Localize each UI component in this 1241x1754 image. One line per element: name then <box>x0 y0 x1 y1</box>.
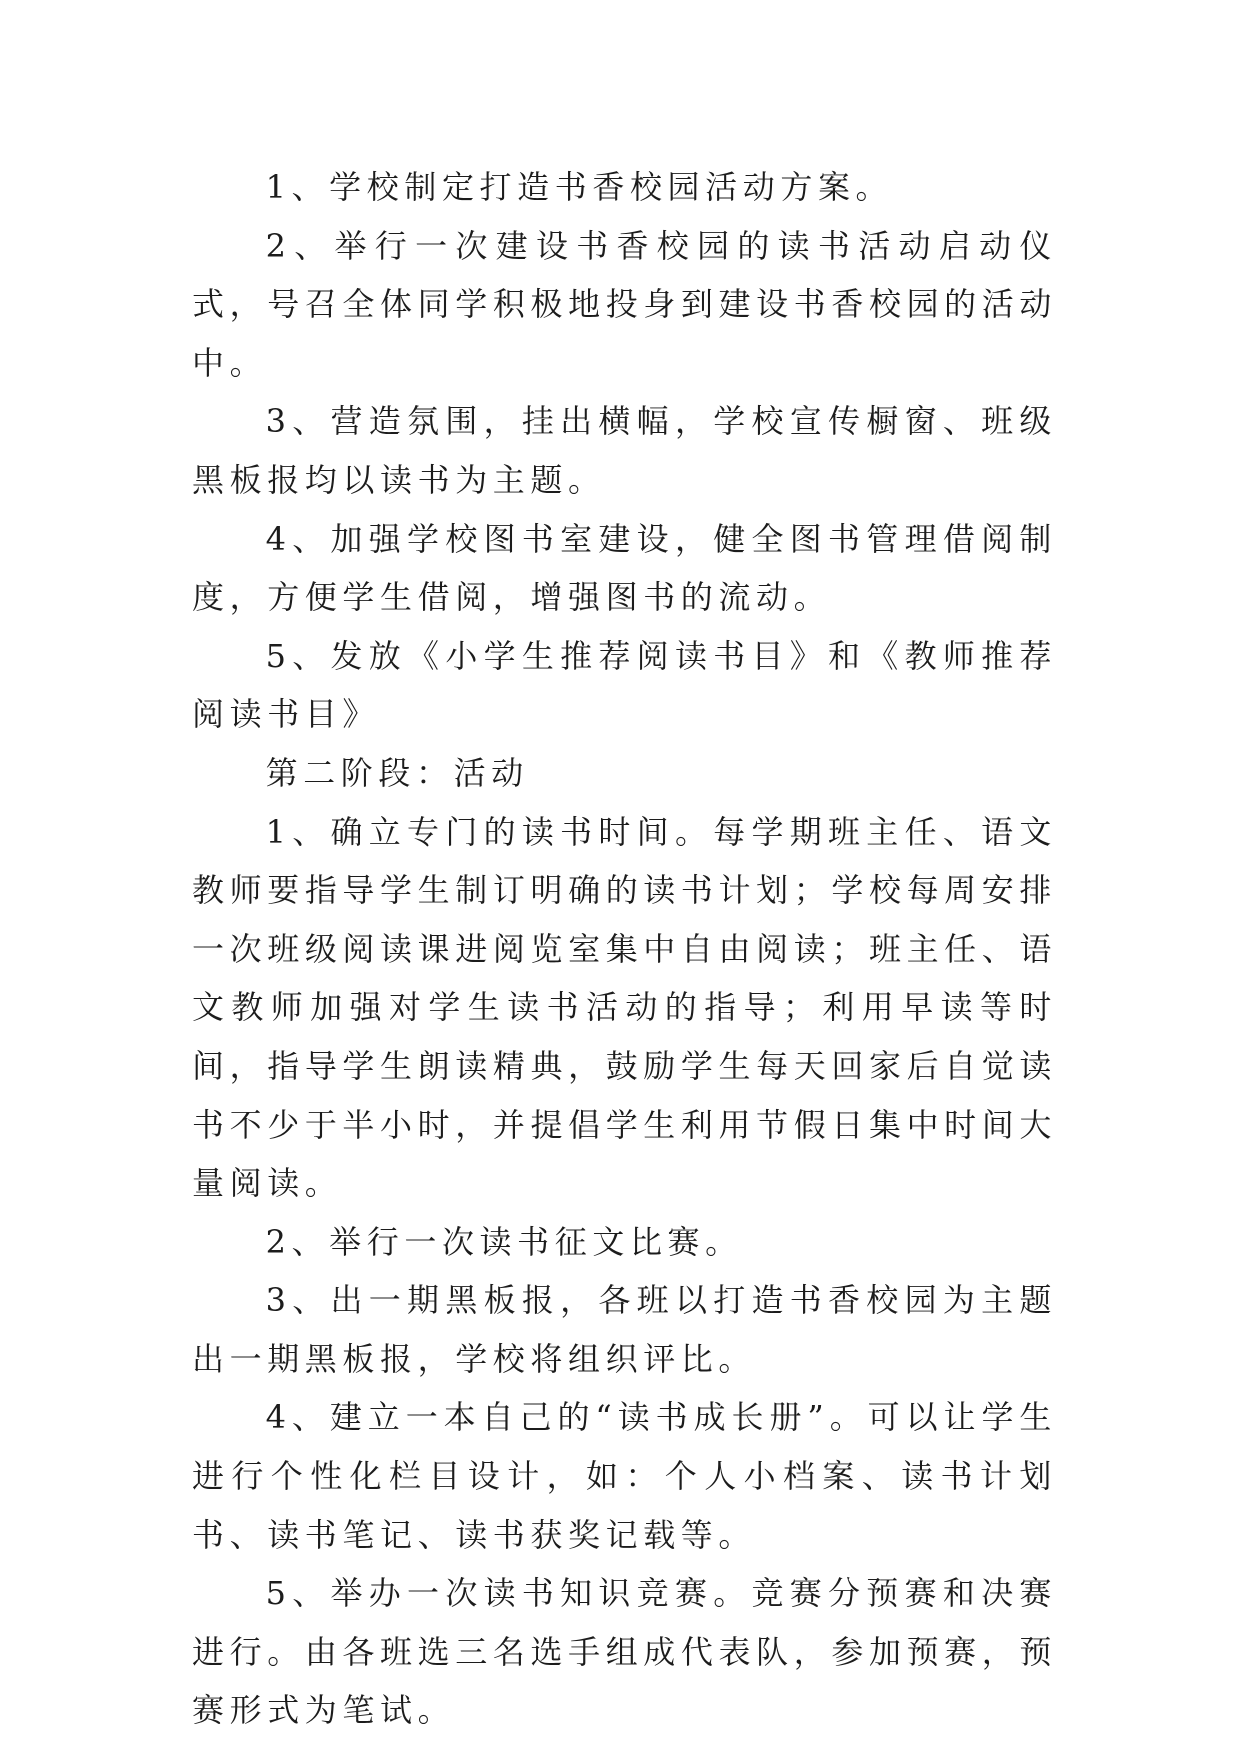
paragraph-4: 4、加强学校图书室建设，健全图书管理借阅制度，方便学生借阅，增强图书的流动。 <box>192 519 1057 617</box>
paragraph-5: 5、发放《小学生推荐阅读书目》和《教师推荐阅读书目》 <box>192 636 1057 734</box>
paragraph-2: 2、举行一次建设书香校园的读书活动启动仪式，号召全体同学积极地投身到建设书香校园的活动中。 <box>192 226 1057 382</box>
paragraph-1: 1、学校制定打造书香校园活动方案。 <box>265 168 894 206</box>
paragraph-7: 2、举行一次读书征文比赛。 <box>265 1222 743 1261</box>
paragraph-3: 3、营造氛围，挂出横幅，学校宣传橱窗、班级黑板报均以读书为主题。 <box>192 402 1057 499</box>
paragraph-10: 5、举办一次读书知识竞赛。竞赛分预赛和决赛进行。由各班选三名选手组成代表队，参加预赛，预赛形式为笔试。 <box>192 1574 1057 1730</box>
section-heading-stage-two: 第二阶段：活动 <box>265 753 529 792</box>
document-body <box>192 158 1057 1740</box>
paragraph-6: 1、确立专门的读书时间。每学期班主任、语文教师要指导学生制订明确的读书计划；学校每周安排一次班级阅读课进阅览室集中自由阅读；班主任、语文教师加强对学生读书活动的指导；利用早读等时间，指导学生朗读精典，鼓励学生每天回家后自觉读书不少于半小时，并提倡学生利用节假日集中时间大量阅读。 <box>192 812 1057 1203</box>
paragraph-8: 3、出一期黑板报，各班以打造书香校园为主题出一期黑板报，学校将组织评比。 <box>192 1281 1057 1378</box>
paragraph-9: 4、建立一本自己的“读书成长册”。可以让学生进行个性化栏目设计，如：个人小档案、读书计划书、读书笔记、读书获奖记载等。 <box>192 1398 1057 1554</box>
